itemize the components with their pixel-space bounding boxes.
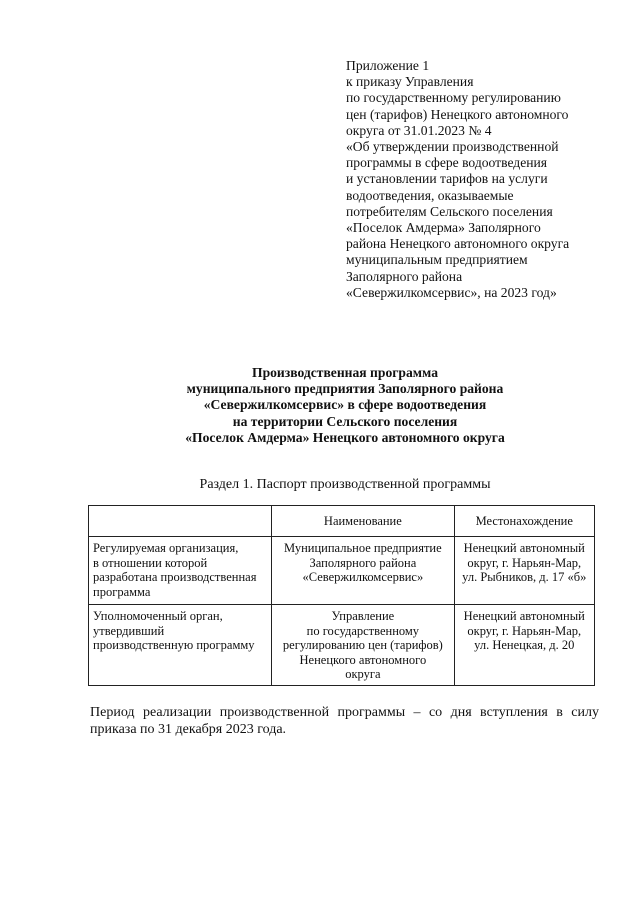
cell-line: производственную программу: [93, 638, 255, 653]
implementation-period-paragraph: [90, 704, 599, 738]
appendix-line: «Об утверждении производственной: [346, 139, 559, 155]
row-label-cell: [89, 537, 272, 605]
cell-line: округа: [345, 667, 381, 682]
table-row: [89, 537, 595, 605]
title-line: на территории Сельского поселения: [232, 413, 458, 429]
appendix-header: [346, 58, 606, 301]
cell-line: «Севержилкомсервис»: [302, 570, 424, 585]
appendix-line: района Ненецкого автономного округа: [346, 236, 570, 252]
cell-line: по государственному: [306, 623, 420, 638]
cell-line: регулированию цен (тарифов): [282, 638, 443, 653]
appendix-line: Приложение 1: [346, 58, 430, 73]
cell-line: Муниципальное предприятие: [284, 541, 442, 555]
title-line: «Севержилкомсервис» в сфере водоотведения: [203, 397, 487, 413]
appendix-line: к приказу Управления: [346, 74, 474, 90]
appendix-line: водоотведения, оказываемые: [346, 187, 514, 203]
row-label-cell: [89, 605, 272, 686]
cell-line: Уполномоченный орган,: [93, 609, 223, 623]
header-cell-name: Наименование: [272, 506, 454, 537]
table-header-row: [89, 506, 595, 537]
section-heading: Раздел 1. Паспорт производственной программы: [199, 477, 491, 492]
period-line: Период реализации производственной программы – со дня вступления в силу: [90, 705, 599, 720]
appendix-line: цен (тарифов) Ненецкого автономного: [346, 106, 569, 122]
cell-line: ул. Рыбников, д. 17 «б»: [462, 570, 587, 585]
row-location-cell: [454, 605, 594, 686]
appendix-line: муниципальным предприятием: [346, 252, 528, 268]
cell-line: округ, г. Нарьян-Мар,: [467, 555, 582, 570]
appendix-line: по государственному регулированию: [346, 90, 561, 106]
row-location-cell: [454, 537, 594, 605]
title-line: Производственная программа: [252, 365, 438, 380]
row-name-cell: [272, 537, 454, 605]
header-cell-location: Местонахождение: [454, 506, 594, 537]
appendix-line: «Поселок Амдерма» Заполярного: [346, 220, 541, 236]
cell-line: Ненецкий автономный: [463, 609, 585, 623]
cell-line: в отношении которой: [93, 555, 208, 570]
appendix-line: потребителям Сельского поселения: [346, 203, 553, 219]
cell-line: Заполярного района: [309, 555, 417, 570]
appendix-line: программы в сфере водоотведения: [346, 155, 548, 171]
document-title: [90, 365, 600, 446]
appendix-line: «Севержилкомсервис», на 2023 год»: [346, 284, 557, 300]
cell-line: ул. Ненецкая, д. 20: [474, 638, 575, 653]
passport-table: [88, 505, 595, 686]
cell-line: Управление: [331, 609, 395, 623]
row-name-cell: [272, 605, 454, 686]
cell-line: программа: [93, 584, 151, 599]
cell-line: Регулируемая организация,: [93, 541, 239, 555]
appendix-line: округа от 31.01.2023 № 4: [346, 122, 492, 138]
cell-line: Ненецкого автономного: [299, 652, 427, 667]
period-line: приказа по 31 декабря 2023 года.: [90, 722, 287, 737]
title-line: муниципального предприятия Заполярного района: [186, 381, 504, 397]
appendix-line: и установлении тарифов на услуги: [346, 171, 548, 187]
appendix-line: Заполярного района: [346, 268, 463, 284]
table-row: [89, 605, 595, 686]
cell-line: разработана производственная: [93, 570, 257, 585]
header-cell-empty: [89, 506, 272, 537]
cell-line: Ненецкий автономный: [463, 541, 585, 555]
cell-line: утвердивший: [93, 623, 165, 638]
title-line: «Поселок Амдерма» Ненецкого автономного округа: [185, 429, 505, 445]
cell-line: округ, г. Нарьян-Мар,: [467, 623, 582, 638]
